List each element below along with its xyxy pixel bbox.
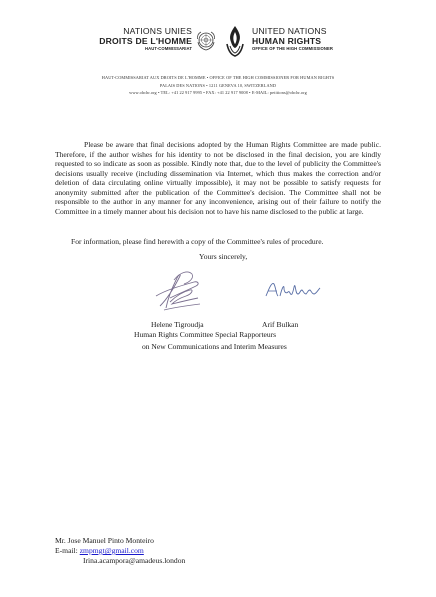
signer-title-line-2: on New Communications and Interim Measures [142, 342, 287, 351]
letterhead [0, 22, 436, 72]
signature-tigroudja [150, 268, 212, 314]
body-paragraph-1: Please be aware that final decisions adopted by the Human Rights Committee are made public. Therefore, if the author wishes for his identity to not be disclosed in the final decision, you are kindly requested to so indicate as soon as possible. Kindly note that, due to the level of publicity the Committee's decisions usually receive (including dissemination via Internet, which thus makes the correction and/or deletion of data circulating online virtually impossible), it may not be possible to satisfy requests for anonymity submitted after the publication of the Committee's decision. The Committee shall not be responsible to the author in any manner for any inconvenience, arising out of their failure to notify the Committee in a timely manner about his decision not to have his name disclosed to the public at large. [55, 140, 381, 216]
letterhead-english [252, 26, 333, 52]
address-line-3: www.ohchr.org • TEL: +41 22 917 9995 • FAX: +41 22 917 9008 • E-MAIL: petitions@ohchr.org [129, 90, 307, 96]
address-line-1: HAUT-COMMISSARIAT AUX DROITS DE L'HOMME • OFFICE OF THE HIGH COMMISSIONER FOR HUMAN RIGHTS [101, 75, 335, 80]
org-name-fr-1: NATIONS UNIES [123, 26, 192, 36]
address-line-2: PALAIS DES NATIONS • 1211 GENEVA 10, SWITZERLAND [159, 82, 277, 88]
org-name-en-1: UNITED NATIONS [252, 26, 327, 36]
email-label: E-mail: [55, 546, 78, 555]
org-name-fr-2: DROITS DE L'HOMME [99, 36, 192, 46]
org-name-en-2: HUMAN RIGHTS [252, 36, 322, 46]
org-name-fr-3: HAUT-COMMISSARIAT [145, 46, 192, 51]
signature-bulkan [262, 278, 322, 302]
closing-phrase: Yours sincerely, [199, 252, 248, 261]
signature-area [0, 268, 436, 318]
recipient-email-line [55, 546, 144, 556]
letterhead-address [0, 74, 436, 97]
org-name-en-3: OFFICE OF THE HIGH COMMISSIONER [252, 46, 334, 51]
recipient-email-2: Irina.acampora@amadeus.london [83, 556, 186, 565]
recipient-email-link[interactable]: zmpmgt@gmail.com [79, 546, 144, 555]
letterhead-french [99, 26, 192, 52]
signer-1-name: Helene Tigroudja [151, 320, 204, 329]
signer-2-name: Arif Bulkan [262, 320, 299, 329]
body-paragraph-2: For information, please find herewith a copy of the Committee's rules of procedure. [71, 237, 324, 246]
signer-title-line-1: Human Rights Committee Special Rapporteurs [134, 330, 277, 339]
recipient-name: Mr. Jose Manuel Pinto Monteiro [55, 536, 154, 545]
human-rights-flame-icon [223, 24, 247, 58]
un-emblem-icon [195, 30, 217, 52]
